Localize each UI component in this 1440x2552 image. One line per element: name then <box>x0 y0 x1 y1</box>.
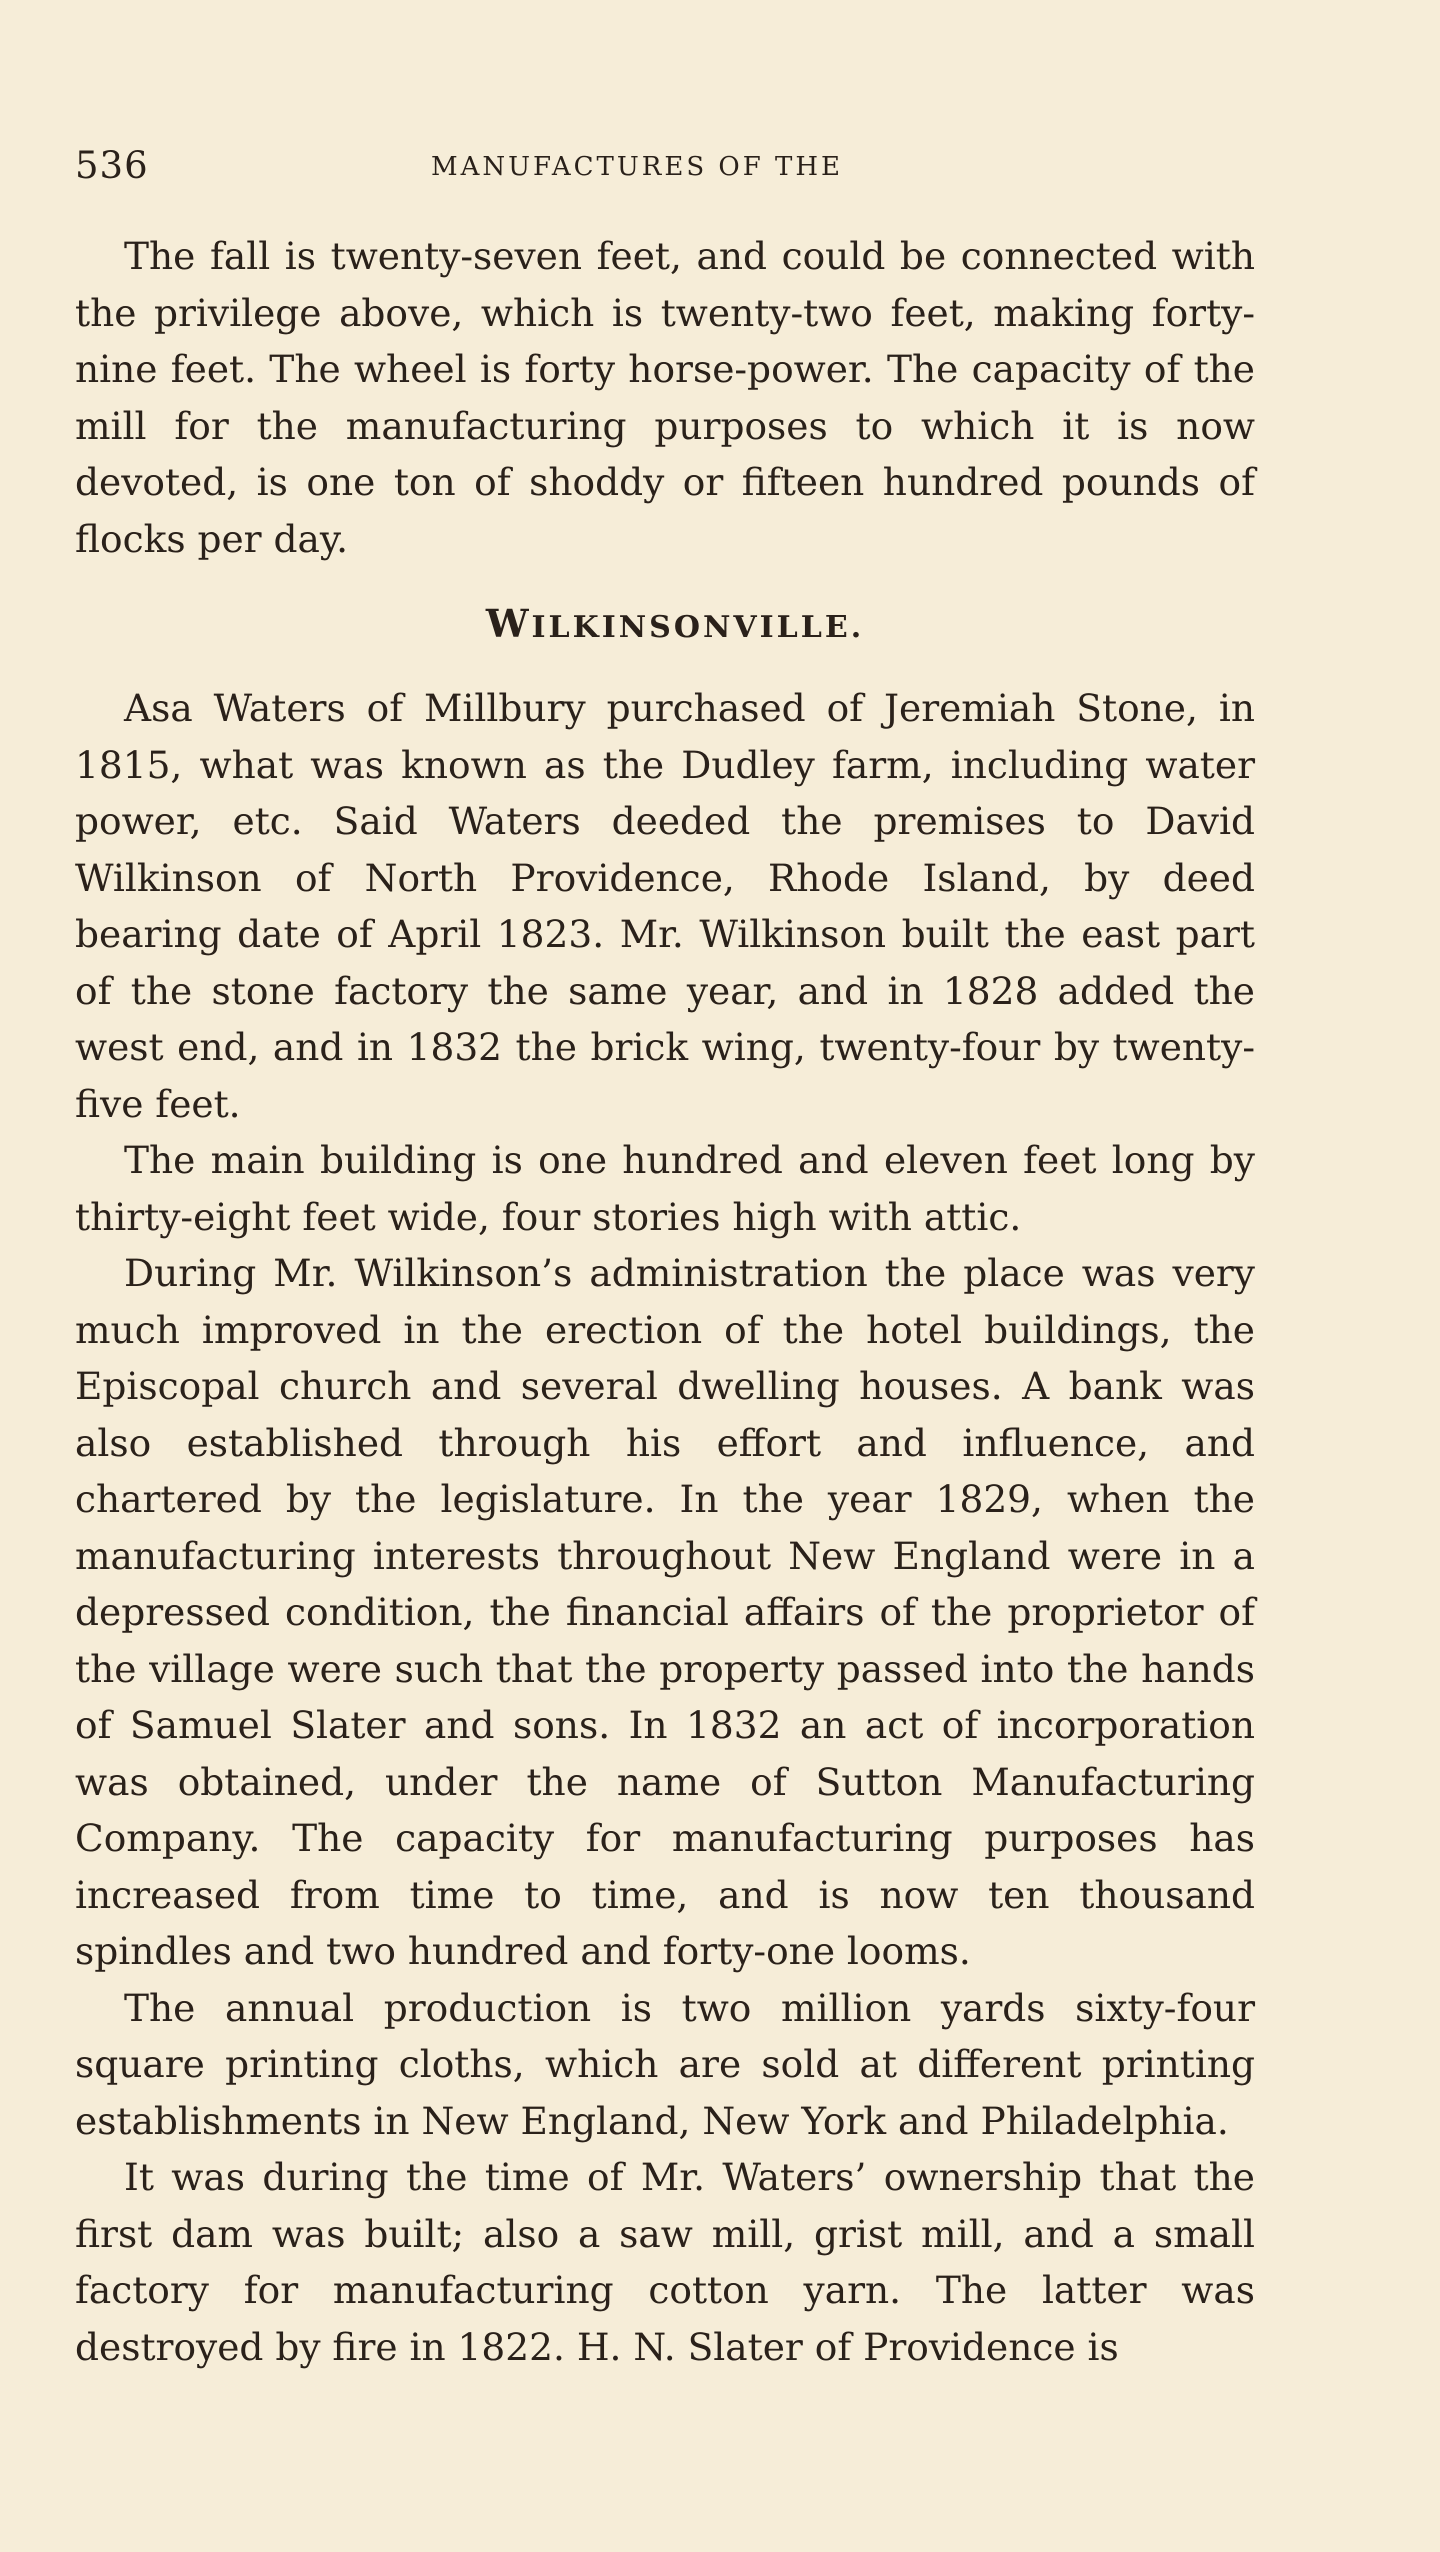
paragraph-mill-fall: The fall is twenty-seven feet, and could be connected with the privilege above, which is twenty-two feet, making forty-nine feet. The wheel is forty horse-power. The capacity of the mill for the manufacturing purposes to which it is now devoted, is one ton of shoddy or fifteen hundred pounds of flocks per day. <box>75 234 1255 561</box>
paragraph-waters-ownership: It was during the time of Mr. Waters’ ownership that the first dam was built; also a saw mill, grist mill, and a small factory for manufacturing cotton yarn. The latter was destroyed by fire in 1822. H. N. Slater of Providence is <box>75 2155 1255 2369</box>
running-title: MANUFACTURES OF THE <box>431 152 844 182</box>
body-text <box>75 228 1255 2375</box>
page-number: 536 <box>75 144 149 187</box>
paragraph-wilkinson-administration: During Mr. Wilkinson’s administration the place was very much improved in the erection of the hotel buildings, the Episcopal church and several dwelling houses. A bank was also established through his effort and influence, and chartered by the legislature. In the year 1829, when the manufacturing interests throughout New England were in a depressed condition, the financial affairs of the proprietor of the village were such that the property passed into the hands of Samuel Slater and sons. In 1832 an act of incorporation was obtained, under the name of Sutton Manufacturing Company. The capacity for manufacturing purposes has increased from time to time, and is now ten thousand spindles and two hundred and forty-one looms. <box>75 1251 1255 1973</box>
heading-rest: ILKINSONVILLE. <box>531 610 865 645</box>
paragraph-asa-waters: Asa Waters of Millbury purchased of Jeremiah Stone, in 1815, what was known as the Dudley farm, including water power, etc. Said Waters deeded the premises to David Wilkinson of North Providence, Rhode Island, by deed bearing date of April 1823. Mr. Wilkinson built the east part of the stone factory the same year, and in 1828 added the west end, and in 1832 the brick wing, twenty-four by twenty-five feet. <box>75 686 1255 1126</box>
paragraph-annual-production: The annual production is two million yards sixty-four square printing cloths, which are sold at different printing establishments in New England, New York and Philadelphia. <box>75 1985 1255 2143</box>
paragraph-main-building: The main building is one hundred and eleven feet long by thirty-eight feet wide, four stories high with attic. <box>75 1138 1255 1239</box>
heading-initial: W <box>485 601 532 646</box>
running-head <box>75 146 1255 186</box>
section-heading-wilkinsonville <box>75 567 1255 680</box>
